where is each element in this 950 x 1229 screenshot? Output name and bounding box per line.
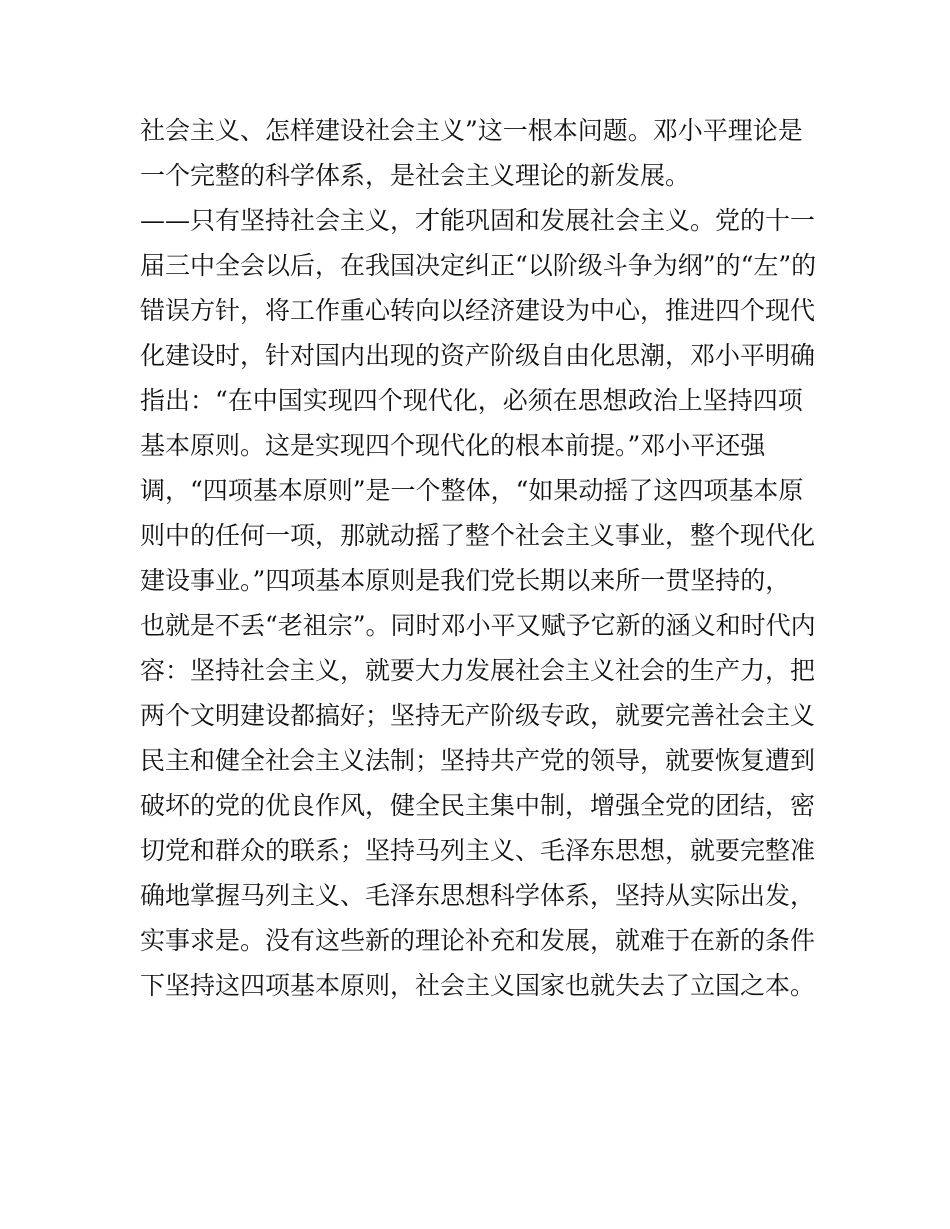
text-line: 则中的任何一项，那就动摇了整个社会主义事业，整个现代化 [140,521,816,550]
text-line: ——只有坚持社会主义，才能巩固和发展社会主义。党的十一 [140,206,816,235]
text-line: 容：坚持社会主义，就要大力发展社会主义社会的生产力，把 [140,656,816,685]
text-line: 破坏的党的优良作风，健全民主集中制，增强全党的团结，密 [140,791,816,820]
text-line: 实事求是。没有这些新的理论补充和发展，就难于在新的条件 [140,926,816,955]
text-line: 下坚持这四项基本原则，社会主义国家也就失去了立国之本。 [140,971,816,1000]
text-line: 确地掌握马列主义、毛泽东思想科学体系，坚持从实际出发， [140,881,816,910]
text-line: 指出：“在中国实现四个现代化，必须在思想政治上坚持四项 [140,386,803,415]
text-line: 社会主义、怎样建设社会主义”这一根本问题。邓小平理论是 [140,116,803,145]
text-line: 民主和健全社会主义法制；坚持共产党的领导，就要恢复遭到 [140,746,816,775]
text-line: 化建设时，针对国内出现的资产阶级自由化思潮，邓小平明确 [140,341,816,370]
text-line: 一个完整的科学体系，是社会主义理论的新发展。 [140,161,691,190]
text-line: 错误方针，将工作重心转向以经济建设为中心，推进四个现代 [140,296,816,325]
text-line: 切党和群众的联系；坚持马列主义、毛泽东思想，就要完整准 [140,836,816,865]
text-line: 届三中全会以后，在我国决定纠正“以阶级斗争为纲”的“左”的 [140,251,817,280]
text-line: 也就是不丢“老祖宗”。同时邓小平又赋予它新的涵义和时代内 [140,611,816,640]
text-line: 两个文明建设都搞好；坚持无产阶级专政，就要完善社会主义 [140,701,816,730]
text-line: 调，“四项基本原则”是一个整体，“如果动摇了这四项基本原 [140,476,804,505]
body-text [140,108,820,1008]
text-line: 基本原则。这是实现四个现代化的根本前提。”邓小平还强 [140,431,766,460]
text-line: 建设事业。”四项基本原则是我们党长期以来所一贯坚持的， [140,566,791,595]
